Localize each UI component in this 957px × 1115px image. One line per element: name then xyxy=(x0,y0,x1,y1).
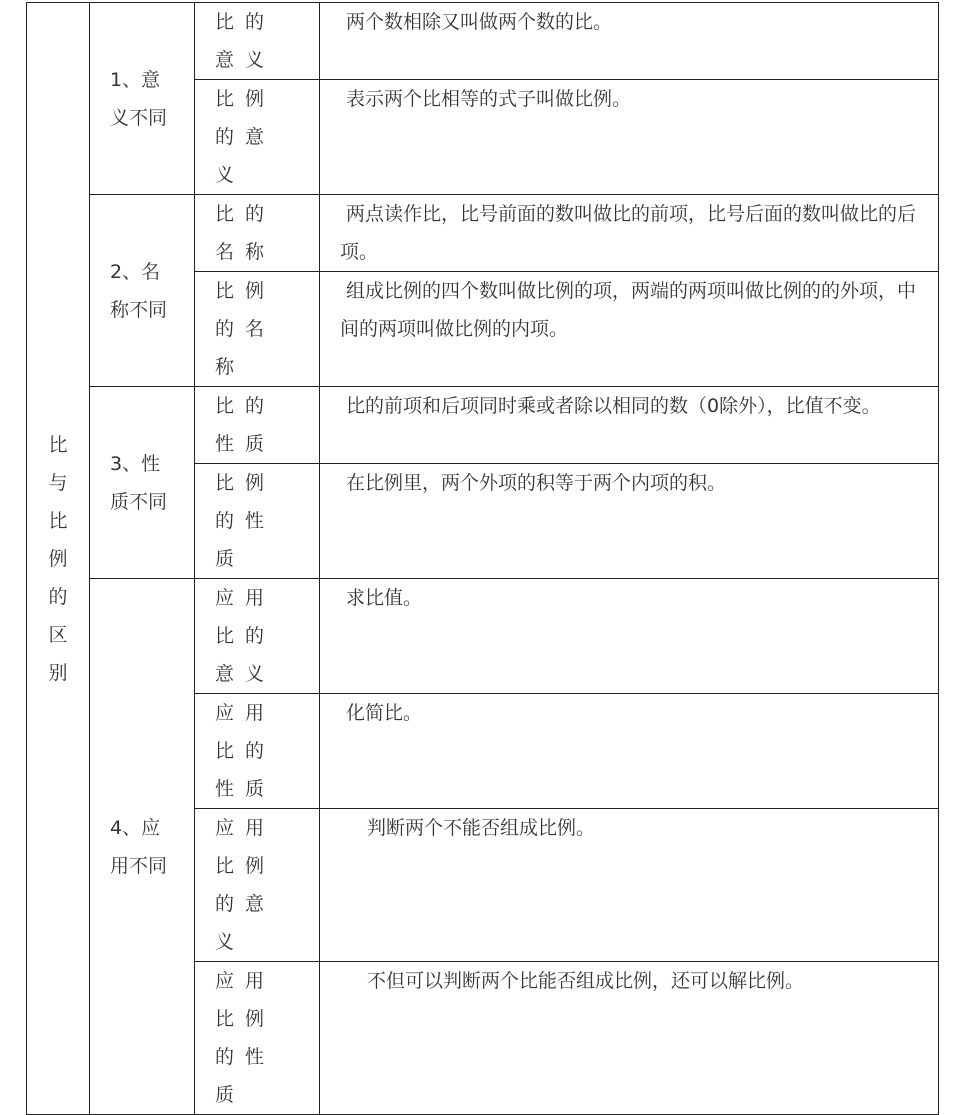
item-description: 比的前项和后项同时乘或者除以相同的数（0除外），比值不变。 xyxy=(320,387,939,464)
group-label: 4、应用不同 xyxy=(90,579,195,1115)
item-description: 求比值。 xyxy=(320,579,939,694)
table-row xyxy=(27,387,939,464)
item-label: 比的性质 xyxy=(195,387,320,464)
item-label: 比的意义 xyxy=(195,3,320,80)
item-label: 应用比的性质 xyxy=(195,694,320,809)
item-description: 两点读作比，比号前面的数叫做比的前项，比号后面的数叫做比的后项。 xyxy=(320,195,939,272)
item-label: 应用比例的性质 xyxy=(195,962,320,1115)
group-label: 3、性质不同 xyxy=(90,387,195,579)
group-label: 2、名称不同 xyxy=(90,195,195,387)
item-description: 两个数相除又叫做两个数的比。 xyxy=(320,3,939,80)
item-description: 判断两个不能否组成比例。 xyxy=(320,809,939,962)
item-label: 比例的性质 xyxy=(195,464,320,579)
category-cell xyxy=(27,3,90,1115)
item-description: 不但可以判断两个比能否组成比例，还可以解比例。 xyxy=(320,962,939,1115)
item-label: 应用比例的意义 xyxy=(195,809,320,962)
group-label: 1、意义不同 xyxy=(90,3,195,195)
item-label: 应用比的意义 xyxy=(195,579,320,694)
table-row xyxy=(27,195,939,272)
item-description: 表示两个比相等的式子叫做比例。 xyxy=(320,80,939,195)
category-label: 比与比例的区别 xyxy=(48,433,68,684)
item-label: 比的名称 xyxy=(195,195,320,272)
item-label: 比例的意义 xyxy=(195,80,320,195)
item-description: 在比例里，两个外项的积等于两个内项的积。 xyxy=(320,464,939,579)
item-description: 组成比例的四个数叫做比例的项，两端的两项叫做比例的的外项，中间的两项叫做比例的内项。 xyxy=(320,272,939,387)
item-description: 化简比。 xyxy=(320,694,939,809)
comparison-table xyxy=(26,2,939,1115)
table-row xyxy=(27,579,939,694)
table-row xyxy=(27,3,939,80)
item-label: 比例的名称 xyxy=(195,272,320,387)
